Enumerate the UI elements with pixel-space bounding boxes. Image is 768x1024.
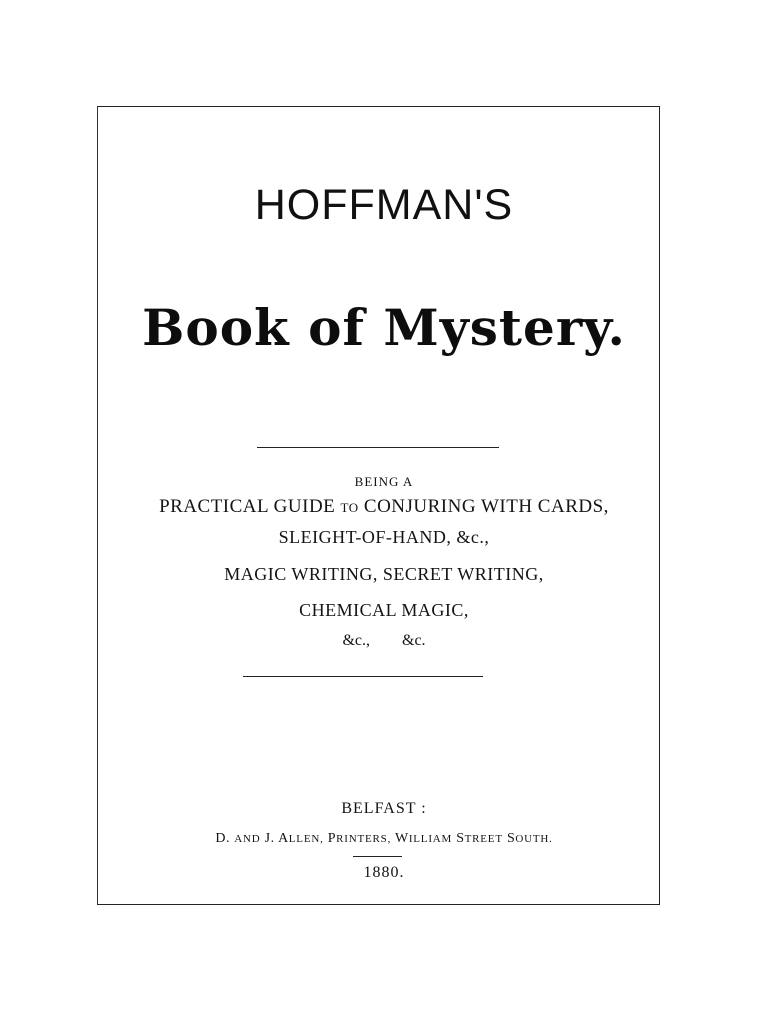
printer-and: AND [234,833,261,845]
publication-place: BELFAST : [341,800,427,817]
printer-s: S [456,831,465,846]
printer-rinters: RINTERS, [336,833,392,845]
printer-illiam: ILLIAM [408,833,453,845]
description-line-1-a: PRACTICAL GUIDE [159,496,336,517]
printer-p: P [327,831,337,846]
description-line-5: &c., &c. [342,632,426,649]
printer-d: D. [215,831,231,846]
being-a-text: BEING A [354,474,414,489]
publication-year: 1880. [363,864,405,881]
description-line-4: CHEMICAL MAGIC, [299,600,469,620]
book-subtitle: Book of Mystery. [142,298,626,357]
book-title: HOFFMAN'S [254,181,514,229]
printer-treet: TREET [464,833,503,845]
description-line-2: SLEIGHT-OF-HAND, &c., [278,527,490,547]
printer-s2: S [506,831,516,846]
divider-rule-top [257,447,499,448]
divider-rule-bottom [353,856,402,857]
printer-w: W [395,831,409,846]
divider-rule-middle [243,676,483,677]
description-line-1-to: TO [340,500,359,515]
description-line-1 [0,496,768,518]
printer-outh: OUTH. [515,833,553,845]
printer-llen: LLEN, [288,833,324,845]
description-line-1-b: CONJURING WITH CARDS, [363,496,609,517]
printer-imprint [0,831,768,847]
description-line-3: MAGIC WRITING, SECRET WRITING, [224,564,544,584]
printer-j: J. A [264,831,289,846]
